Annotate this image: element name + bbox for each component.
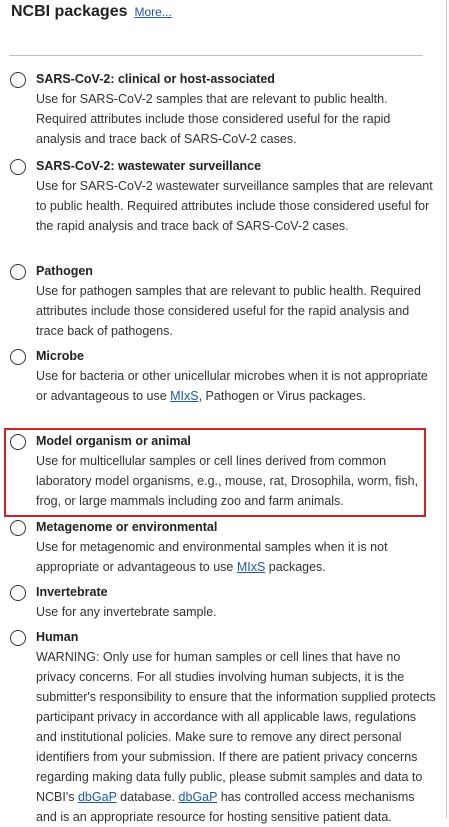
package-description: Use for multicellular samples or cell lines derived from common laboratory model organisms, e.g., mouse, rat, Drosophila, worm, fish, frog, or large mammals including zoo and farm animals. (36, 454, 419, 508)
radio-button[interactable] (10, 585, 26, 601)
package-option-human[interactable] (0, 627, 446, 827)
dbgap-link[interactable]: dbGaP (77, 790, 117, 804)
package-list (0, 69, 446, 827)
mixs-link[interactable]: MIxS (170, 389, 199, 403)
package-title: Pathogen (36, 264, 93, 278)
package-title: Model organism or animal (36, 434, 191, 448)
package-description: Use for any invertebrate sample. (36, 605, 217, 619)
package-description (36, 366, 438, 406)
description-text: has controlled access mechanisms and is an appropriate resource for hosting sensitive patient data. (36, 790, 415, 824)
package-option-sars-cov-2-wastewater[interactable] (0, 156, 446, 261)
description-text: , Pathogen or Virus packages. (198, 389, 366, 403)
package-title: SARS-CoV-2: clinical or host-associated (36, 72, 275, 86)
package-title: Human (36, 630, 79, 644)
description-text: Use for metagenomic and environmental samples when it is not appropriate or advantageous to use (36, 540, 388, 574)
package-title: Metagenome or environmental (36, 520, 218, 534)
divider (9, 55, 423, 56)
package-description (36, 537, 438, 577)
section-title: NCBI packages (11, 3, 128, 20)
radio-button[interactable] (10, 159, 26, 175)
more-link[interactable]: More... (134, 5, 172, 19)
section-header (11, 3, 172, 25)
package-option-metagenome-or-environmental[interactable] (0, 517, 446, 582)
package-description: Use for pathogen samples that are relevant to public health. Required attributes include those considered useful for the rapid analysis and trace back of pathogens. (36, 284, 421, 338)
description-text: Use for bacteria or other unicellular microbes when it is not appropriate or advantageous to use (36, 369, 428, 403)
package-option-sars-cov-2-clinical[interactable] (0, 69, 446, 156)
mixs-link[interactable]: MIxS (236, 560, 266, 574)
radio-button[interactable] (10, 630, 26, 646)
radio-button[interactable] (10, 264, 26, 280)
package-description (36, 647, 438, 827)
package-option-pathogen[interactable] (0, 261, 446, 346)
radio-button[interactable] (10, 520, 26, 536)
package-description: Use for SARS-CoV-2 samples that are relevant to public health. Required attributes include those considered useful for the rapid analysis and trace back of SARS-CoV-2 cases. (36, 92, 391, 146)
description-text: packages. (265, 560, 326, 574)
radio-button[interactable] (10, 434, 26, 450)
package-title: Microbe (36, 349, 84, 363)
description-text: WARNING: Only use for human samples or cell lines that have no privacy concerns. For all studies involving human subjects, it is the submitter's responsibility to ensure that the information supplied protects participant privacy in accordance with all applicable laws, regulations and institutional policies. Make sure to remove any direct personal identifiers from your submission. If there are patient privacy concerns regarding making data fully public, please submit samples and data to NCBI's (36, 650, 436, 804)
description-text: database. (116, 790, 179, 804)
package-option-invertebrate[interactable] (0, 582, 446, 627)
package-title: Invertebrate (36, 585, 108, 599)
radio-button[interactable] (10, 349, 26, 365)
package-option-model-organism-or-animal[interactable] (0, 431, 446, 517)
dbgap-link[interactable]: dbGaP (178, 790, 218, 804)
panel-right-border (446, 0, 447, 818)
package-title: SARS-CoV-2: wastewater surveillance (36, 159, 262, 173)
package-description: Use for SARS-CoV-2 wastewater surveillance samples that are relevant to public health. Required attributes include those considered useful for the rapid analysis and trace back of SARS-CoV-2 cases. (36, 179, 433, 233)
package-option-microbe[interactable] (0, 346, 446, 431)
radio-button[interactable] (10, 72, 26, 88)
